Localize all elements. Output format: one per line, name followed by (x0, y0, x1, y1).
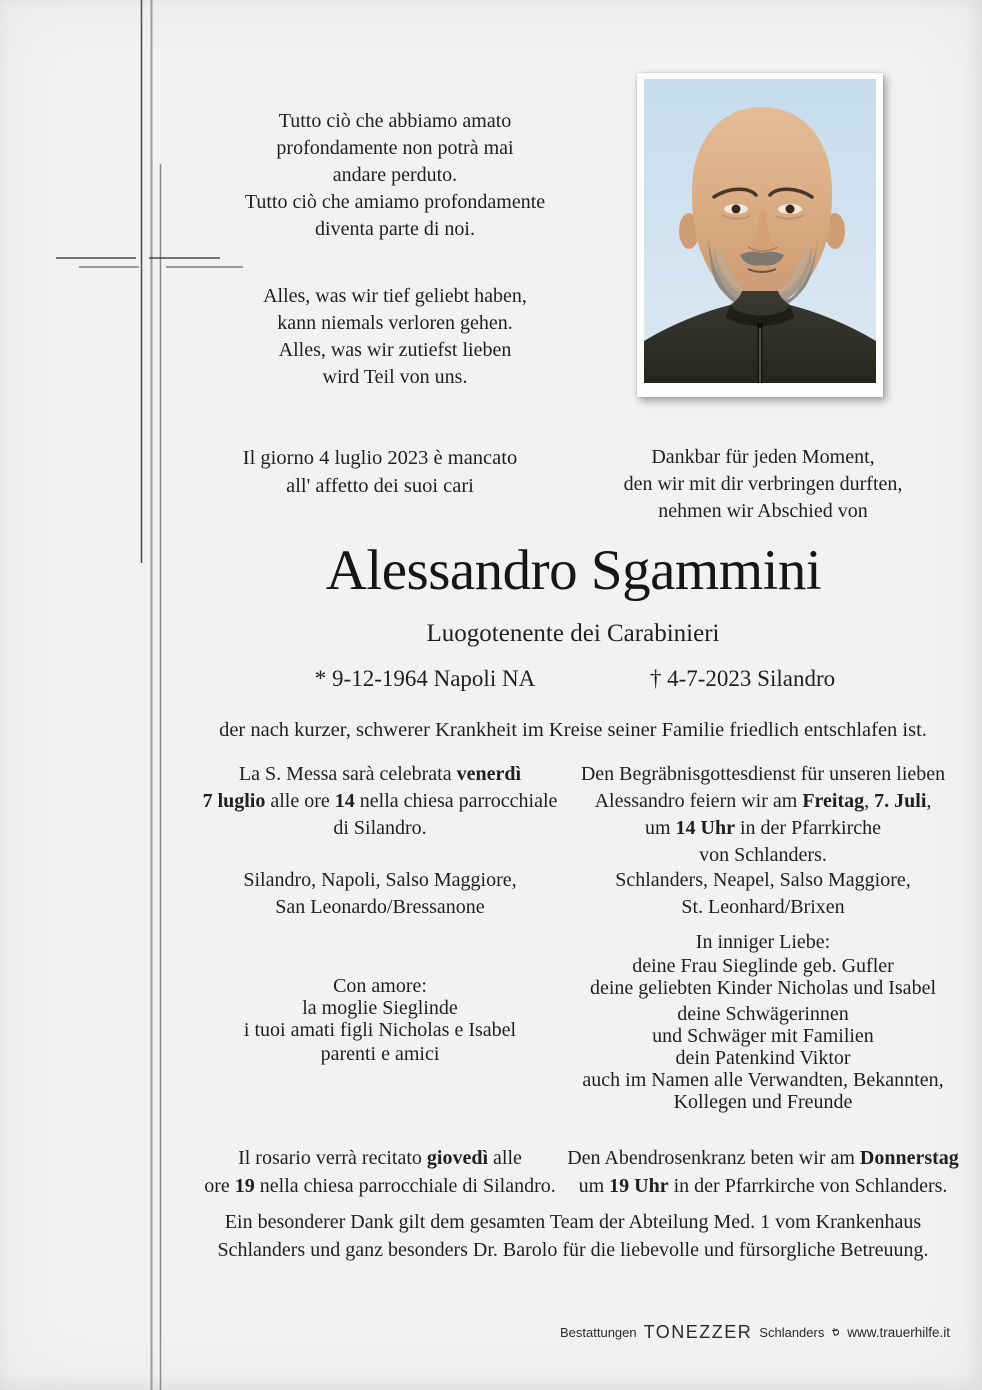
mourners-header-german: In inniger Liebe: (695, 931, 831, 953)
footer-label: Bestattungen (560, 1324, 637, 1340)
footer-brand: TONEZZER (643, 1321, 753, 1342)
thanks-note: Ein besonderer Dank gilt dem gesamten Team der Abteilung Med. 1 vom Krankenhaus Schlanders und ganz besonders Dr. Barolo für die liebevolle und fürsorgliche Betreuung. (217, 1211, 929, 1261)
mourners-family-german: deine Frau Sieglinde geb. Gufler deine geliebten Kinder Nicholas und Isabel (590, 955, 936, 999)
deceased-title: Luogotenente dei Carabinieri (426, 620, 720, 647)
birth-date: * 9-12-1964 Napoli NA (314, 666, 536, 691)
mass-announcement-italian: La S. Messa sarà celebrata venerdì 7 luglio alle ore 14 nella chiesa parrocchiale di Silandro. (202, 763, 558, 839)
mourners-others-italian: parenti e amici (320, 1043, 440, 1065)
deceased-name: Alessandro Sgammini (325, 539, 822, 602)
portrait-photo (637, 73, 883, 397)
intro-italian: Il giorno 4 luglio 2023 è mancato all' affetto dei suoi cari (242, 447, 518, 497)
footer-website: www.trauerhilfe.it (847, 1324, 950, 1340)
funeral-announcement-german: Den Begräbnisgottesdienst für unseren lieben Alessandro feiern wir am Freitag, 7. Juli, um 14 Uhr in der Pfarrkirche von Schlanders. (580, 763, 946, 866)
trauerhilfe-cross-icon (831, 1323, 840, 1341)
places-german: Schlanders, Neapel, Salso Maggiore, St. Leonhard/Brixen (615, 869, 911, 918)
mourners-family-italian: la moglie Sieglinde i tuoi amati figli Nicholas e Isabel (243, 997, 517, 1041)
rosary-italian: Il rosario verrà recitato giovedì alle ore 19 nella chiesa parrocchiale di Silandro. (204, 1147, 556, 1197)
quote-german: Alles, was wir tief geliebt haben, kann niemals verloren gehen. Alles, was wir zutiefst lieben wird Teil von uns. (263, 285, 527, 388)
quote-italian: Tutto ciò che abbiamo amato profondamente non potrà mai andare perduto. Tutto ciò che amiamo profondamente diventa parte di noi. (244, 110, 546, 240)
passing-line: der nach kurzer, schwerer Krankheit im Kreise seiner Familie friedlich entschlafen ist. (219, 719, 927, 741)
intro-german: Dankbar für jeden Moment, den wir mit dir verbringen durften, nehmen wir Abschied von (623, 446, 903, 522)
death-date: † 4-7-2023 Silandro (649, 666, 836, 691)
mourners-others-german: deine Schwägerinnen und Schwäger mit Familien dein Patenkind Viktor auch im Namen alle Verwandten, Bekannten, Kollegen und Freunde (582, 1003, 944, 1113)
footer-location: Schlanders (759, 1324, 825, 1340)
rosary-german: Den Abendrosenkranz beten wir am Donnerstag um 19 Uhr in der Pfarrkirche von Schlanders. (567, 1147, 959, 1197)
footer (560, 1320, 950, 1344)
mourners-header-italian: Con amore: (333, 975, 427, 997)
places-italian: Silandro, Napoli, Salso Maggiore, San Leonardo/Bressanone (243, 869, 517, 918)
elderly-man-portrait-icon (644, 79, 876, 383)
